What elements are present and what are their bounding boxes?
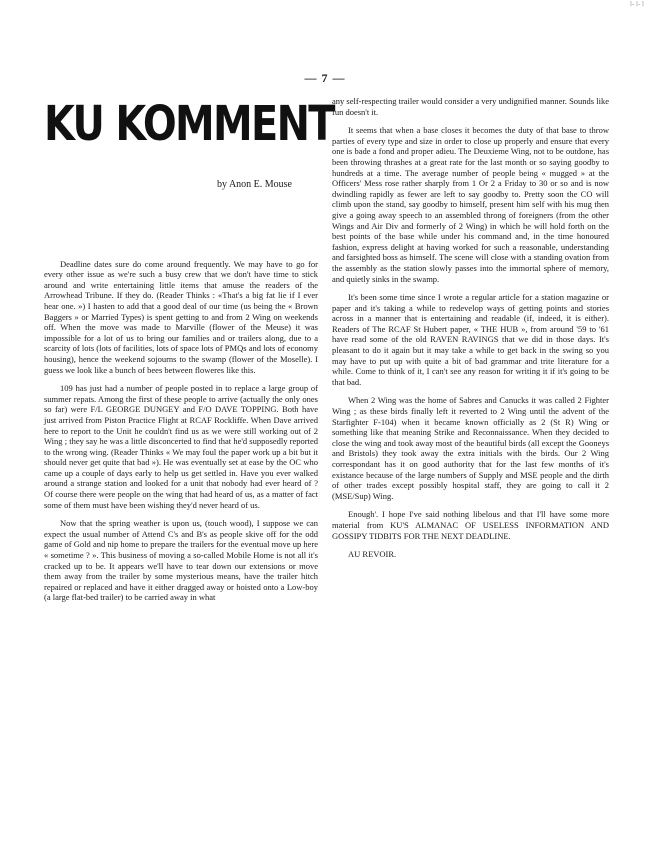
right-column [332, 96, 609, 568]
left-column [44, 96, 334, 611]
paragraph: Deadline dates sure do come around frequently. We may have to go for every other issue as we're such a busy crew that we don't have time to stick around and write entertaining little items that amuse the readers of the Arrowhead Tribune. If they do. (Reader Thinks : «That's a big fat lie if I ever hear one. ») I hasten to add that a good deal of our time (us being the « Brown Baggers » or Married Types) is spent getting to and from 2 Wing on weekends off. When the move was made to Marville (flower of the Meuse) it was impossible for a lot of us to bring our families and or trailers along, due to a scarcity of lots (lots of facilities, lots of space lots of PMQs and lots of economy housing), hence the weekend sojourns to the swamp (flower of the Moselle). I guess we look like a bunch of bees between floweres like this. [44, 258, 318, 375]
paragraph-continuation: any self-respecting trailer would consider a very undignified manner. Sounds like fun doesn't it. [332, 96, 609, 117]
sign-off: AU REVOIR. [348, 549, 397, 560]
article-byline: by Anon E. Mouse [217, 179, 292, 190]
paragraph: Now that the spring weather is upon us, (touch wood), I suppose we can expect the usual number of Attend C's and B's as people skive off for the odd game of Gold and nip home to prepare the trailers for the eventual move up here « sometime ? ». This business of moving a so-called Mobile Home is not all it's cracked up to be. It appears we'll have to tear down our extensions or move them away from the trailer by some mysterious means, have the trailer hitch repaired or replaced and have it either dragged away or hoisted onto a Low-boy (a large flat-bed trailer) to be carried away in what [44, 518, 318, 603]
paragraph: Enough'. I hope I've said nothing libelous and that I'll have some more material from KU'S ALMANAC OF USELESS INFORMATION AND GOSSIPY TIDBITS FOR THE NEXT DEADLINE. [332, 509, 609, 541]
paragraph: It's been some time since I wrote a regular article for a station magazine or paper and it's taking a while to redevelop ways of getting points and stories across in a manner that is entertaining and readable (if, indeed, it is either). Readers of The RCAF St Hubert paper, « THE HUB », from around '59 to '61 have read some of the old RAVEN RAVINGS that we did in those days. It's pleasant to do it again but it may take a while to get back in the swing so you may have to put up with quite a bit of bad grammar and trite literature for a while. Come to think of it, I can't see any reason for writing it if it's going to be that bad. [332, 292, 609, 387]
corner-mark: l- l- l [630, 0, 644, 8]
page-number: — 7 — [304, 71, 346, 85]
paragraph: When 2 Wing was the home of Sabres and Canucks it was called 2 Fighter Wing ; as these birds finally left it reverted to 2 Wing until the advent of the Starfighter F-104) when it became known officially as 2 (St R) Wing or something like that meaning Strike and Reconnaissance. When they decided to close the wing and took away most of the beautiful birds (all except the Gooneys and Bristols) they took away the extra initials with the birds. Our 2 Wing correspondant has it on good authority that for the last few months of it's existance because of the large numbers of Supply and MSE people and the dirth of other trades except possibly hospital staff, they are going to call it 2 (MSE/Sup) Wing. [332, 395, 609, 501]
paragraph: It seems that when a base closes it becomes the duty of that base to throw parties of every type and size in order to close up properly and ensure that every one is bade a fond and proper adieu. The Deuxieme Wing, not to be outdone, has been throwing thrashes at a great rate for the last month or so saying goodby to hundreds at a time. The average number of people being « mugged » at the Officers' Mess rose rather sharply from 1 Or 2 a Friday to 30 or so and is now dwindling rapidly as fewer are left to say goodby to. Pretty soon the CO will climb upon the stand, say goodby to himself, present him self with his mug then give a going away speech to an assembled throng of foreigners (from the other Wings and Air Div and formerly of 2 Wing) in which he will hold forth on the best points of the base while under his command and, in the time honoured fashion, express delight at having worked for such a reasonable, understanding and farsighted boss as himself. The scene will close with a standing ovation from the assembly as the station slowly passes into the immortal sphere of memory, and quietly sinks in the swamp. [332, 125, 609, 284]
article-title: KU KOMMENT [44, 96, 334, 152]
paragraph: 109 has just had a number of people posted in to replace a large group of summer repats. Among the first of these people to arrive (actually the only ones so far) were F/L GEORGE DUNGEY and F/O DAVE TOPPING. Both have just arrived from Piston Practice Flight at RCAF Rockliffe. When Dave arrived here to report to the Unit he couldn't find us as we were still working out of 2 Wing ; they say he was a little disconcerted to find that he'd supposedly reported to the wrong wing. (Reader Thinks « We may foul the paper work up a bit but it should never get quite that bad »). He was eventually set at ease by the OC who came up a couple of days early to help us get settled in. Have you ever walked around a strange station and looked for a unit that nobody had ever heard of ? Of course there were people on the wing that had heard of us, as a matter of fact some of them must have been wishing they'd never heard of us. [44, 383, 318, 510]
